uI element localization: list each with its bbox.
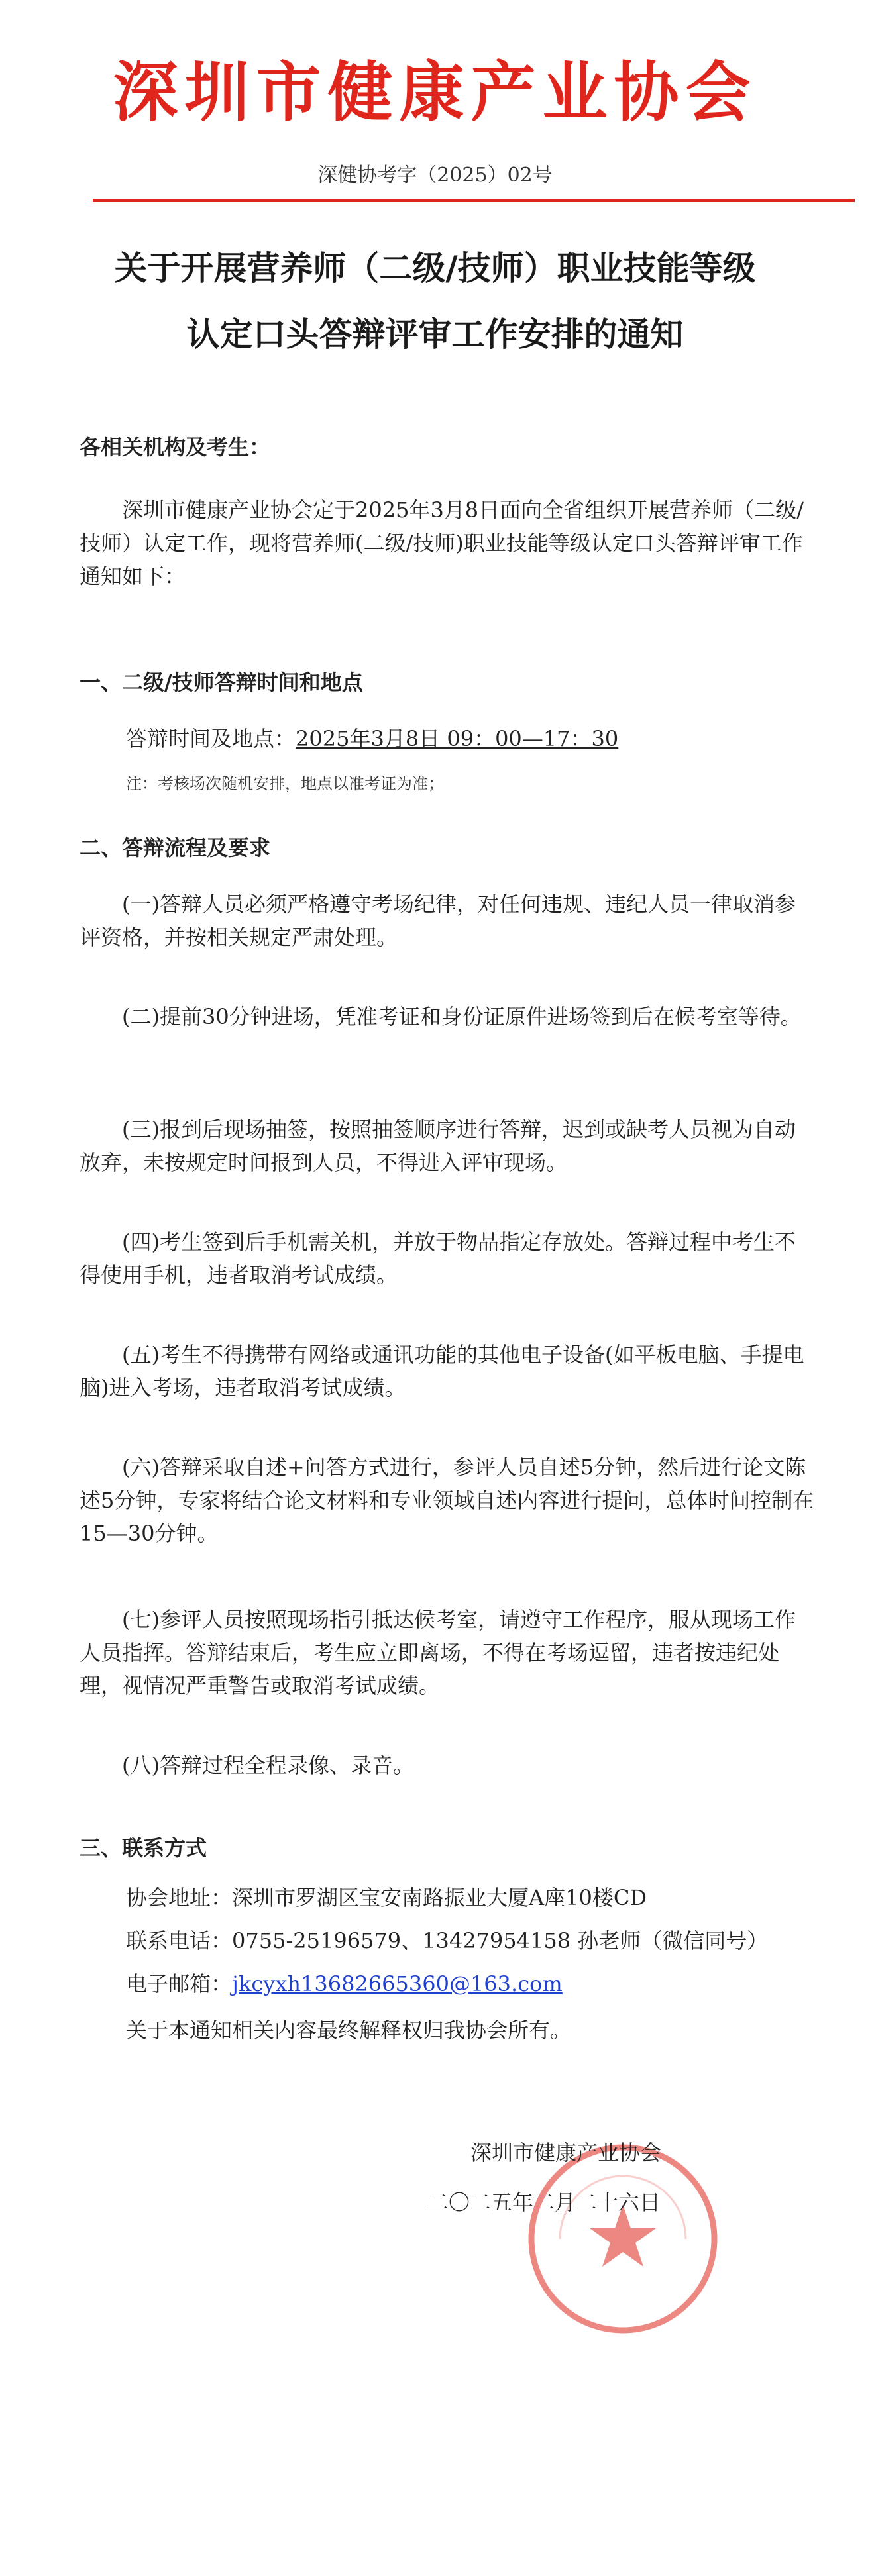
- contact-email-link[interactable]: jkcyxh13682665360@163.com: [232, 1971, 563, 1996]
- closing-statement: 关于本通知相关内容最终解释权归我协会所有。: [126, 2018, 572, 2043]
- document-title-line-1: 关于开展营养师（二级/技师）职业技能等级: [114, 249, 756, 287]
- greeting: 各相关机构及考生：: [80, 435, 271, 460]
- section-3-heading: 三、联系方式: [80, 1835, 207, 1861]
- rule-item-8: (八)答辩过程全程录像、录音。: [122, 1753, 414, 1778]
- document-title-line-2: 认定口头答辩评审工作安排的通知: [186, 315, 684, 354]
- rule-item-1: (一)答辩人员必须严格遵守考场纪律，对任何违规、违纪人员一律取消参评资格，并按相关规定严肃处理。: [80, 892, 796, 950]
- exam-location-note: 注：考核场次随机安排，地点以准考证为准；: [126, 774, 444, 793]
- exam-time-label: 答辩时间及地点：: [126, 726, 296, 751]
- letterhead-org-name: 深圳市健康产业协会: [113, 55, 757, 130]
- rule-item-3: (三)报到后现场抽签，按照抽签顺序进行答辩，迟到或缺考人员视为自动放弃，未按规定时间报到人员，不得进入评审现场。: [80, 1117, 796, 1175]
- exam-time-value: 2025年3月8日 09：00—17：30: [296, 726, 619, 751]
- signature-org: 深圳市健康产业协会: [470, 2140, 662, 2165]
- rule-item-2: (二)提前30分钟进场，凭准考证和身份证原件进场签到后在候考室等待。: [122, 1004, 802, 1029]
- contact-phone: 联系电话：0755-25196579、13427954158 孙老师（微信同号）: [126, 1928, 769, 1953]
- contact-address: 协会地址：深圳市罗湖区宝安南路振业大厦A座10楼CD: [126, 1885, 647, 1910]
- rule-item-7: (七)参评人员按照现场指引抵达候考室，请遵守工作程序，服从现场工作人员指挥。答辩结束后，考生应立即离场，不得在考场逗留，违者按违纪处理，视情况严重警告或取消考试成绩。: [80, 1607, 796, 1698]
- seal-icon: [523, 2139, 722, 2338]
- intro-paragraph: 深圳市健康产业协会定于2025年3月8日面向全省组织开展营养师（二级/技师）认定工作，现将营养师(二级/技师)职业技能等级认定口头答辩评审工作通知如下：: [80, 497, 804, 589]
- document-number: 深健协考字（2025）02号: [317, 164, 553, 187]
- section-1-heading: 一、二级/技师答辩时间和地点: [80, 670, 363, 695]
- official-seal: [523, 2139, 722, 2338]
- contact-email-row: [126, 1967, 563, 2000]
- rule-item-4: (四)考生签到后手机需关机，并放于物品指定存放处。答辩过程中考生不得使用手机，违者取消考试成绩。: [80, 1229, 796, 1288]
- exam-time-row: [126, 722, 618, 755]
- contact-email-label: 电子邮箱：: [126, 1971, 233, 1996]
- signature-date: 二〇二五年二月二十六日: [427, 2190, 661, 2215]
- rule-item-6: (六)答辩采取自述+问答方式进行，参评人员自述5分钟，然后进行论文陈述5分钟，专家将结合论文材料和专业领域自述内容进行提问，总体时间控制在15—30分钟。: [80, 1455, 814, 1546]
- rule-item-5: (五)考生不得携带有网络或通讯功能的其他电子设备(如平板电脑、手提电脑)进入考场，违者取消考试成绩。: [80, 1342, 804, 1400]
- section-2-heading: 二、答辩流程及要求: [80, 835, 271, 860]
- letterhead-divider: [93, 199, 855, 202]
